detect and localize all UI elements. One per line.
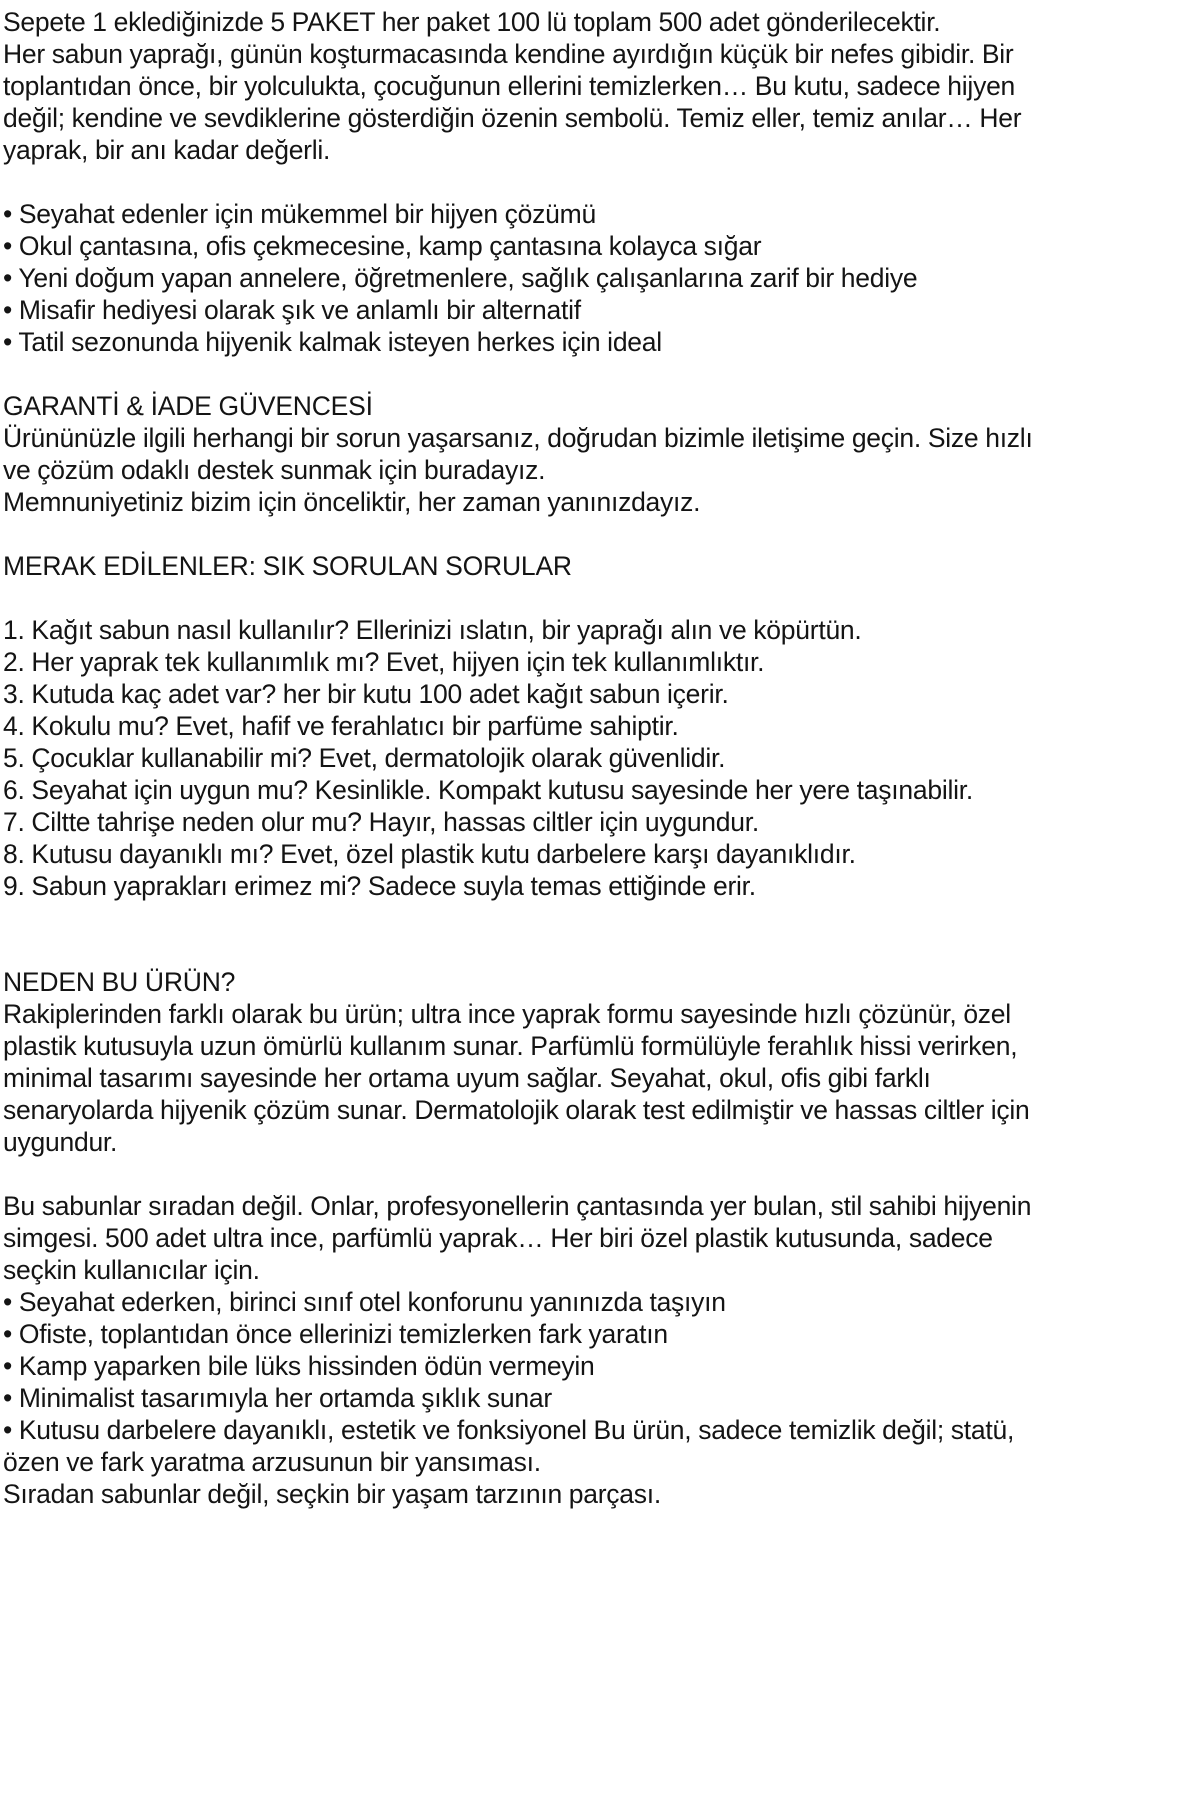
bullet-icon: • [3,1415,13,1445]
bullet-icon: • [3,1319,13,1349]
spacer [3,902,1043,966]
bullet-icon: • [3,1351,13,1381]
list-item [3,1350,1043,1382]
list-item [3,230,1043,262]
list-item: 8. Kutusu dayanıklı mı? Evet, özel plastik kutu darbelere karşı dayanıklıdır. [3,839,856,869]
why-paragraph: Rakiplerinden farklı olarak bu ürün; ultra ince yaprak formu sayesinde hızlı çözünür, özel plastik kutusuyla uzun ömürlü kullanım sunar. Parfümlü formülüyle ferahlık hissi verirken, minimal tasarımı sayesinde her ortama uyum sağlar. Seyahat, okul, ofis gibi farklı senaryolarda hijyenik çözüm sunar. Dermatolojik olarak test edilmiştir ve hassas ciltler için uygundur. [3,999,1030,1157]
list-item [3,262,1043,294]
list-item-label: Tatil sezonunda hijyenik kalmak isteyen herkes için ideal [18,327,662,357]
list-item: 2. Her yaprak tek kullanımlık mı? Evet, hijyen için tek kullanımlıktır. [3,647,765,677]
list-item-label: Okul çantasına, ofis çekmecesine, kamp çantasına kolayca sığar [18,231,762,261]
list-item-label: Kutusu darbelere dayanıklı, estetik ve fonksiyonel Bu ürün, sadece temizlik değil; statü, özen ve fark yaratma arzusunun bir yansıması. [3,1415,1015,1477]
list-item: 6. Seyahat için uygun mu? Kesinlikle. Kompakt kutusu sayesinde her yere taşınabilir. [3,775,973,805]
list-item-label: Misafir hediyesi olarak şık ve anlamlı bir alternatif [18,295,581,325]
list-item [3,294,1043,326]
warranty-text-primary: Ürününüzle ilgili herhangi bir sorun yaşarsanız, doğrudan bizimle iletişime geçin. Size hızlı ve çözüm odaklı destek sunmak için buradayız. [3,423,1033,485]
list-item-label: Seyahat ederken, birinci sınıf otel konforunu yanınızda taşıyın [18,1287,726,1317]
list-item [3,198,1043,230]
list-item: 3. Kutuda kaç adet var? her bir kutu 100 adet kağıt sabun içerir. [3,679,729,709]
spacer [3,518,1043,550]
list-item [3,1286,1043,1318]
spacer [3,166,1043,198]
list-item [3,1414,1043,1478]
spacer [3,1158,1043,1190]
bullet-icon: • [3,327,13,357]
bullet-icon: • [3,1287,13,1317]
bullet-icon: • [3,263,13,293]
shipping-note: Sepete 1 eklediğinizde 5 PAKET her paket 100 lü toplam 500 adet gönderilecektir. [3,7,941,37]
lifestyle-paragraph: Bu sabunlar sıradan değil. Onlar, profesyonellerin çantasında yer bulan, stil sahibi hijyenin simgesi. 500 adet ultra ince, parfümlü yaprak… Her biri özel plastik kutusunda, sadece seçkin kullanıcılar için. [3,1191,1032,1285]
lifestyle-closing: Sıradan sabunlar değil, seçkin bir yaşam tarzının parçası. [3,1479,662,1509]
spacer [3,582,1043,614]
lifestyle-list [3,1286,1043,1478]
warranty-text-secondary: Memnuniyetiniz bizim için önceliktir, her zaman yanınızdayız. [3,487,701,517]
list-item-label: Ofiste, toplantıdan önce ellerinizi temizlerken fark yaratın [18,1319,668,1349]
faq-list [3,614,1043,902]
list-item: 1. Kağıt sabun nasıl kullanılır? Ellerinizi ıslatın, bir yaprağı alın ve köpürtün. [3,615,862,645]
list-item: 4. Kokulu mu? Evet, hafif ve ferahlatıcı bir parfüme sahiptir. [3,711,679,741]
list-item [3,1382,1043,1414]
bullet-icon: • [3,199,13,229]
list-item [3,326,1043,358]
description-body [3,6,1043,1510]
list-item: 5. Çocuklar kullanabilir mi? Evet, dermatolojik olarak güvenlidir. [3,743,726,773]
list-item [3,1318,1043,1350]
list-item-label: Minimalist tasarımıyla her ortamda şıklık sunar [18,1383,552,1413]
benefits-list [3,198,1043,358]
bullet-icon: • [3,295,13,325]
list-item-label: Kamp yaparken bile lüks hissinden ödün vermeyin [18,1351,595,1381]
spacer [3,358,1043,390]
bullet-icon: • [3,1383,13,1413]
list-item-label: Yeni doğum yapan annelere, öğretmenlere, sağlık çalışanlarına zarif bir hediye [18,263,918,293]
list-item-label: Seyahat edenler için mükemmel bir hijyen çözümü [18,199,596,229]
list-item: 9. Sabun yaprakları erimez mi? Sadece suyla temas ettiğinde erir. [3,871,756,901]
bullet-icon: • [3,231,13,261]
story-paragraph: Her sabun yaprağı, günün koşturmacasında kendine ayırdığın küçük bir nefes gibidir. Bir toplantıdan önce, bir yolculukta, çocuğunun ellerini temizlerken… Bu kutu, sadece hijyen değil; kendine ve sevdiklerine gösterdiğin özenin sembolü. Temiz eller, temiz anılar… Her yaprak, bir anı kadar değerli. [3,39,1022,165]
list-item: 7. Ciltte tahrişe neden olur mu? Hayır, hassas ciltler için uygundur. [3,807,760,837]
warranty-heading: GARANTİ & İADE GÜVENCESİ [3,391,373,421]
why-heading: NEDEN BU ÜRÜN? [3,967,236,997]
faq-heading: MERAK EDİLENLER: SIK SORULAN SORULAR [3,551,572,581]
